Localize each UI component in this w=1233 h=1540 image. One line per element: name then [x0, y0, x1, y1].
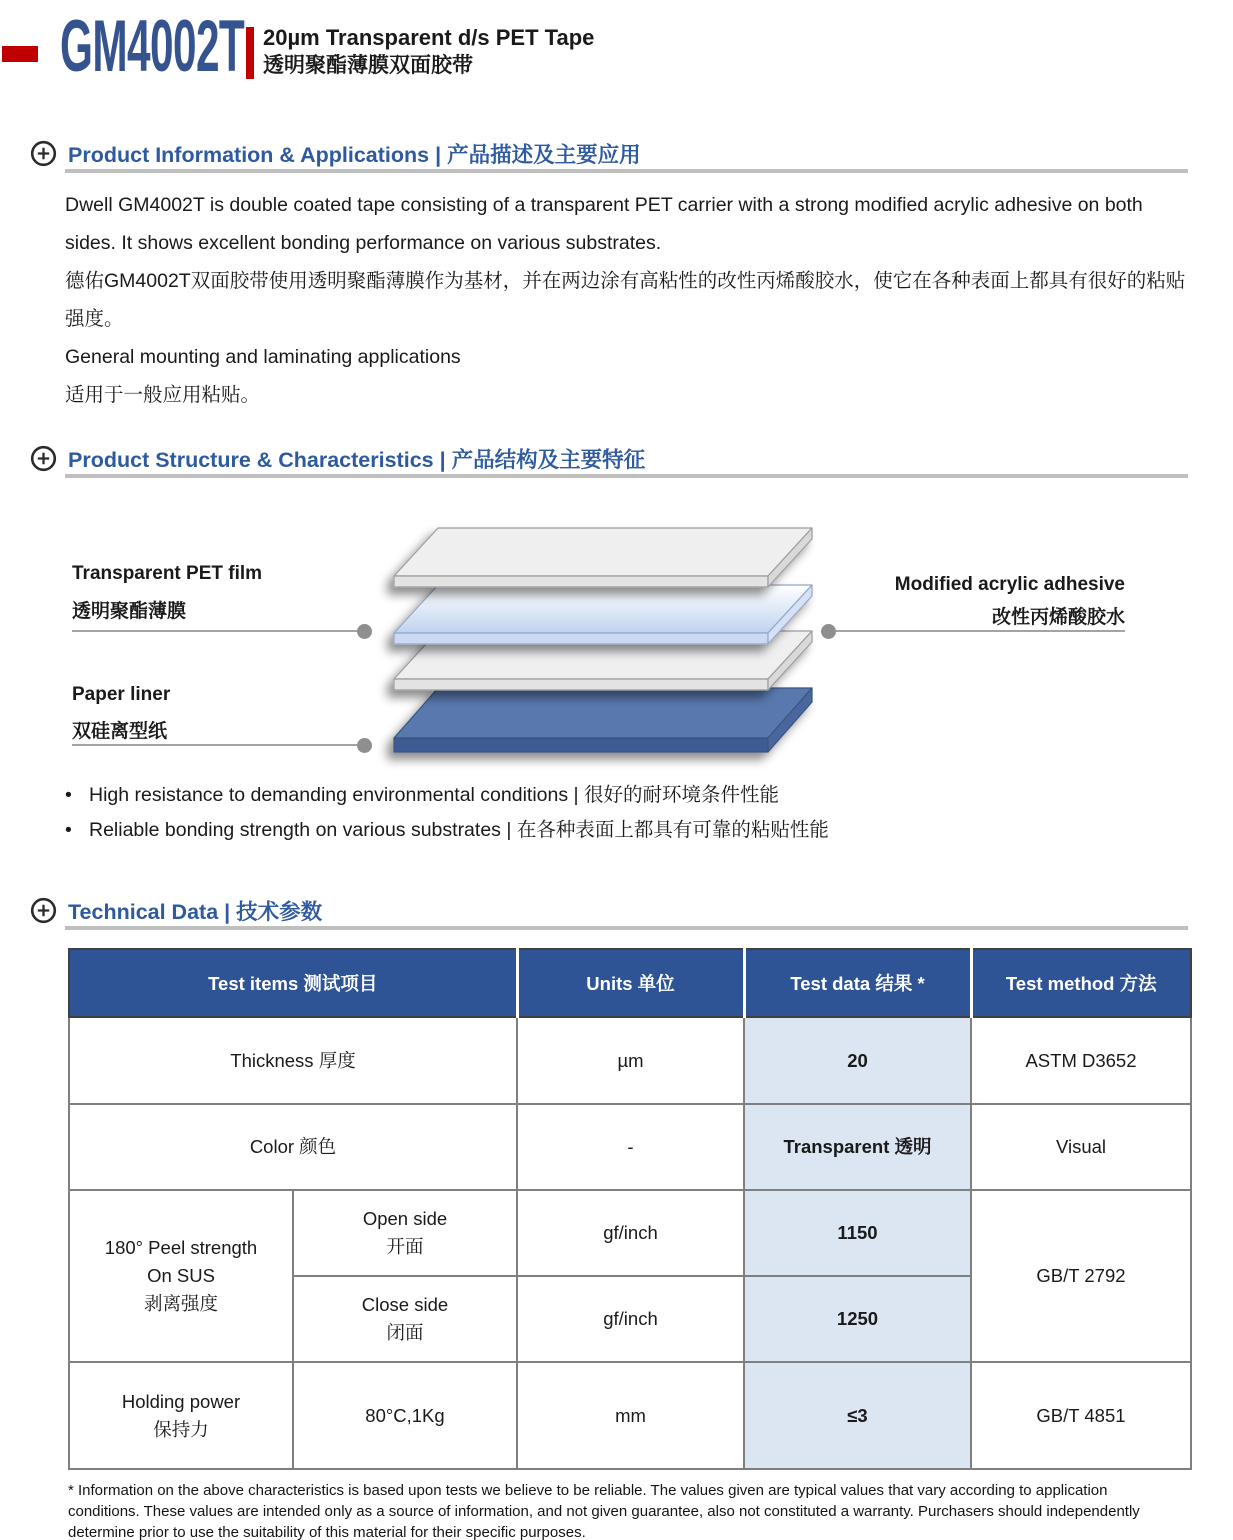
col-header-test-items: Test items 测试项目	[69, 949, 517, 1017]
pet-film-layer	[394, 528, 812, 587]
result-cell: 1150	[744, 1190, 971, 1276]
unit-cell: gf/inch	[517, 1190, 744, 1276]
callout-dot	[357, 738, 372, 753]
unit-cell: gf/inch	[517, 1276, 744, 1362]
callout-dot	[821, 624, 836, 639]
section-title: Product Information & Applications | 产品描述及主要应用	[68, 143, 641, 167]
sub-item-cell	[293, 1190, 517, 1276]
adhesive-label-zh: 改性丙烯酸胶水	[991, 607, 1125, 628]
section-title: Technical Data | 技术参数	[68, 900, 323, 924]
paragraph: 适用于一般应用粘贴。	[65, 384, 261, 406]
paper-liner-label-zh: 双硅离型纸	[72, 721, 168, 742]
section-head-structure	[30, 443, 645, 474]
table-row	[69, 1362, 1191, 1469]
bullet-icon: •	[65, 784, 72, 806]
callout-line	[836, 630, 1125, 632]
plus-circle-icon	[30, 140, 57, 167]
plus-circle-icon	[30, 445, 57, 472]
table-row	[69, 1017, 1191, 1104]
sub-item-cell	[293, 1276, 517, 1362]
disclaimer-footnote: * Information on the above characteristics is based upon tests we believe to be reliable. The values given are typical values that vary according to application conditions. These values are intended only as a source of information, and not given guarantee, also not constituted a warranty. Purchasers should independently determine prior to use the suitability of this material for their specific purposes.	[68, 1482, 1140, 1540]
list-item	[65, 813, 829, 848]
result-cell: 20	[744, 1017, 971, 1104]
section-title: Product Structure & Characteristics | 产品结构及主要特征	[68, 448, 646, 472]
cell-line: 180° Peel strength	[104, 1237, 258, 1259]
product-subtitle	[263, 24, 594, 79]
col-header-test-data: Test data 结果 *	[744, 949, 971, 1017]
section-rule	[65, 169, 1188, 173]
item-cell: Color 颜色	[69, 1104, 517, 1190]
section-rule	[65, 474, 1188, 478]
product-code: GM4002T	[60, 6, 245, 87]
technical-data-table	[68, 948, 1192, 1470]
product-description	[65, 186, 1187, 414]
sub-item-cell: 80°C,1Kg	[293, 1362, 517, 1469]
result-cell: ≤3	[744, 1362, 971, 1469]
paragraph: General mounting and laminating applications	[65, 346, 461, 368]
adhesive-label-en: Modified acrylic adhesive	[894, 574, 1125, 595]
paragraph: Dwell GM4002T is double coated tape consisting of a transparent PET carrier with a strong modified acrylic adhesive on both sides. It shows excellent bonding performance on various substrates.	[65, 194, 1143, 254]
callout-dot	[357, 624, 372, 639]
cell-line: On SUS	[147, 1265, 215, 1287]
cell-line: Close side	[361, 1294, 449, 1316]
result-cell: 1250	[744, 1276, 971, 1362]
technical-data-table-wrap	[68, 948, 1192, 1470]
callout-line	[72, 630, 358, 632]
pet-film-label-en: Transparent PET film	[72, 563, 263, 584]
item-cell	[69, 1362, 293, 1469]
cell-line: Holding power	[121, 1390, 241, 1412]
adhesive-label-block	[895, 574, 1125, 629]
list-item	[65, 778, 829, 813]
method-cell: Visual	[971, 1104, 1191, 1190]
method-cell: GB/T 4851	[971, 1362, 1191, 1469]
callout-line	[72, 744, 358, 746]
unit-cell: mm	[517, 1362, 744, 1469]
brand-dash	[2, 46, 38, 62]
cell-line: 剥离强度	[143, 1292, 218, 1314]
characteristics-list	[65, 778, 829, 848]
result-cell: Transparent 透明	[744, 1104, 971, 1190]
table-row	[69, 1104, 1191, 1190]
cell-line: Open side	[362, 1208, 448, 1230]
section-head-technical-data	[30, 895, 322, 926]
section-rule	[65, 926, 1188, 930]
paragraph: 德佑GM4002T双面胶带使用透明聚酯薄膜作为基材，并在两边涂有高粘性的改性丙烯酸胶水，使它在各种表面上都具有很好的粘贴强度。	[65, 270, 1186, 330]
bullet-icon: •	[65, 819, 72, 841]
col-header-units: Units 单位	[517, 949, 744, 1017]
method-cell: ASTM D3652	[971, 1017, 1191, 1104]
bullet-text: High resistance to demanding environmental conditions | 很好的耐环境条件性能	[89, 784, 780, 806]
adhesive-layer	[394, 585, 812, 644]
cell-line: 闭面	[386, 1322, 424, 1343]
plus-circle-icon	[30, 897, 57, 924]
bullet-text: Reliable bonding strength on various substrates | 在各种表面上都具有可靠的粘贴性能	[89, 819, 829, 841]
pet-film-label-zh: 透明聚酯薄膜	[72, 601, 187, 622]
item-cell: Thickness 厚度	[69, 1017, 517, 1104]
title-divider	[246, 27, 254, 79]
item-cell	[69, 1190, 293, 1362]
cell-line: 开面	[386, 1236, 424, 1257]
unit-cell: -	[517, 1104, 744, 1190]
tape-layer-stack-diagram	[330, 498, 890, 775]
table-header-row	[69, 949, 1191, 1017]
table-row	[69, 1190, 1191, 1276]
section-head-info	[30, 138, 641, 169]
paper-liner-label-en: Paper liner	[72, 684, 171, 705]
subtitle-en: 20µm Transparent d/s PET Tape	[263, 25, 595, 50]
subtitle-zh: 透明聚酯薄膜双面胶带	[263, 54, 473, 77]
method-cell: GB/T 2792	[971, 1190, 1191, 1362]
paper-liner-layer	[394, 688, 812, 752]
col-header-test-method: Test method 方法	[971, 949, 1191, 1017]
unit-cell: µm	[517, 1017, 744, 1104]
cell-line: 保持力	[153, 1418, 209, 1440]
